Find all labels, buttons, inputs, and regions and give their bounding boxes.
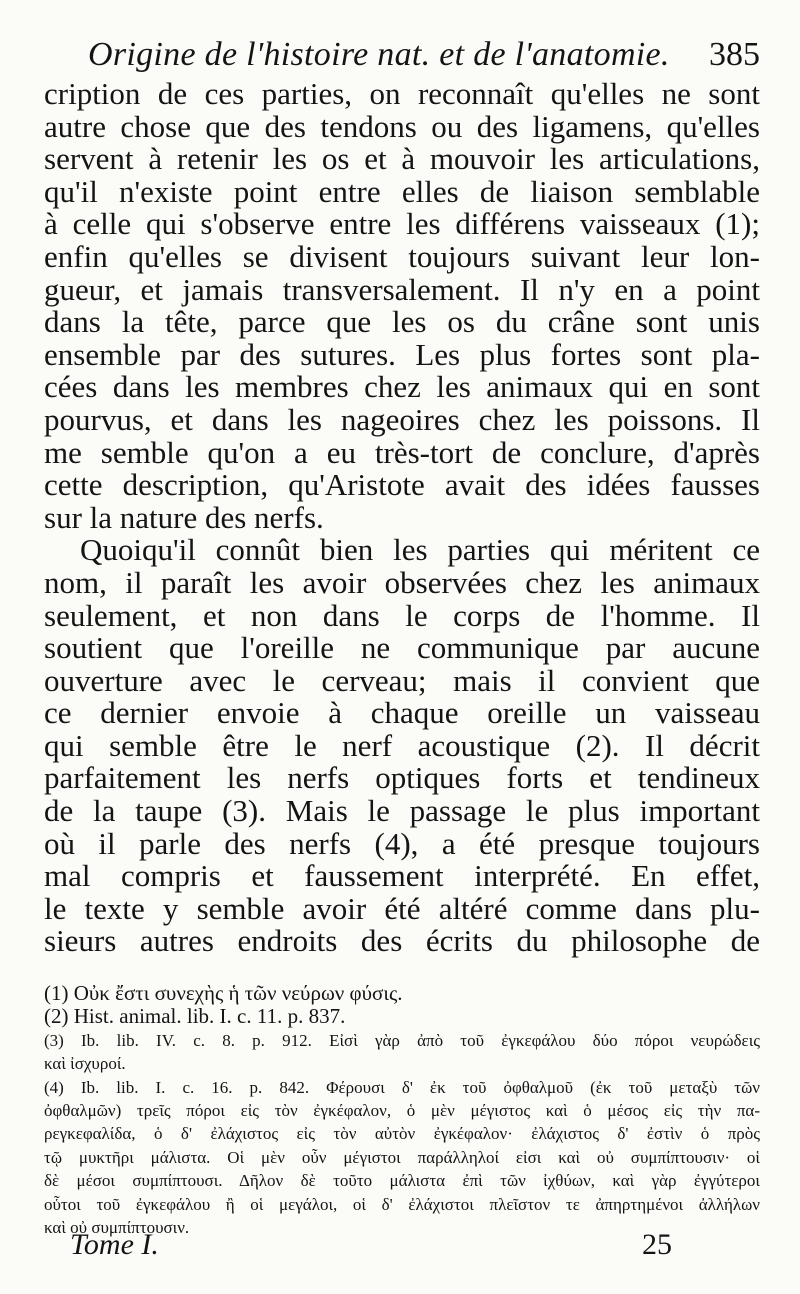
text-line: sur la nature des nerfs. [44,499,324,535]
text-line: me semble qu'on a eu très-tort de conclure, d'après [44,434,760,470]
text-line: ensemble par des sutures. Les plus fortes sont pla- [44,336,760,372]
text-line: cription de ces parties, on reconnaît qu'elles ne sont [44,76,760,111]
running-title: Origine de l'histoire nat. et de l'anatomie. [88,36,670,73]
text-line: qu'il n'existe point entre elles de liaison semblable [44,173,760,209]
text-line: qui semble être le nerf acoustique (2). Il décrit [44,727,760,763]
text-line: ce dernier envoie à chaque oreille un vaisseau [44,695,760,731]
text-line: dans la tête, parce que les os du crâne sont unis [44,304,760,340]
footnote-line: (3) Ib. lib. IV. c. 8. p. 912. Εἰσὶ γὰρ ἀπὸ τοῦ ἐγκεφάλου δύο πόροι νευρώδεις [44,1030,760,1050]
footnote-line: (1) Οὐκ ἔστι συνεχὴς ἡ τῶν νεύρων φύσις. [44,982,403,1005]
footnote-line: ρεγκεφαλίδα, ὁ δ' ἐλάχιστος εἰς τὸν αὐτὸν ἐγκέφαλον· ἐλάχιστος δ' ἐστὶν ὁ πρὸς [44,1124,760,1144]
page-footer [70,1228,672,1264]
text-line: pourvus, et dans les nageoires chez les poissons. Il [44,401,760,437]
text-line: mal compris et faussement interprété. En effet, [44,858,760,894]
text-line: le texte y semble avoir été altéré comme dans plu- [44,890,760,926]
footnote-line: δὲ μέσοι συμπίπτουσι. Δῆλον δὲ τοῦτο μάλιστα ἐπὶ τῶν ἰχθύων, καὶ γὰρ ἐγγύτεροι [44,1171,760,1191]
text-line: gueur, et jamais transversalement. Il n'y en a point [44,271,760,307]
running-header [88,30,760,76]
text-line: à celle qui s'observe entre les différens vaisseaux (1); [44,206,760,242]
text-line: où il parle des nerfs (4), a été presque toujours [44,825,760,861]
text-line: cées dans les membres chez les animaux qui en sont [44,369,760,405]
footnote-line: οὗτοι τοῦ ἐγκεφάλου ἢ οἱ μεγάλοι, οἱ δ' ἐλάχιστοι πλεῖστον τε ἀπηρτημένοι ἀλλήλων [44,1194,760,1214]
footnote-line: καὶ ἰσχυροί. [44,1054,126,1074]
footnote-line: (2) Hist. animal. lib. I. c. 11. p. 837. [44,1005,346,1029]
text-line: autre chose que des tendons ou des ligamens, qu'elles [44,108,760,144]
text-line: ouverture avec le cerveau; mais il convient que [44,662,760,698]
footnote-line: ὀφθαλμῶν) τρεῖς πόροι εἰς τὸν ἐγκέφαλον, ὁ μὲν μέγιστος καὶ ὁ μέσος εἰς τὴν πα- [44,1100,760,1120]
page-number: 385 [709,36,760,73]
text-line: Quoiqu'il connût bien les parties qui méritent ce [80,532,760,568]
text-line: sieurs autres endroits des écrits du philosophe de [44,923,760,959]
text-line: cette description, qu'Aristote avait des idées fausses [44,467,760,503]
text-line: parfaitement les nerfs optiques forts et tendineux [44,760,760,796]
text-line: servent à retenir les os et à mouvoir les articulations, [44,141,760,177]
main-text [44,78,760,958]
text-line: nom, il paraît les avoir observées chez les animaux [44,564,760,600]
text-line: seulement, et non dans le corps de l'homme. Il [44,597,760,633]
volume-label: Tome I. [70,1228,159,1261]
footnotes [44,982,760,1239]
footnote-line: καὶ οὐ συμπίπτουσιν. [44,1217,190,1237]
signature-mark: 25 [642,1228,672,1261]
footnote-line: τῷ μυκτῆρι μάλιστα. Οἱ μὲν οὖν μέγιστοι παράλληλοί εἰσι καὶ οὐ συμπίπτουσιν· οἱ [44,1147,760,1167]
text-line: soutient que l'oreille ne communique par aucune [44,630,760,666]
text-line: de la taupe (3). Mais le passage le plus important [44,793,760,829]
text-line: enfin qu'elles se divisent toujours suivant leur lon- [44,238,760,274]
footnote-line: (4) Ib. lib. I. c. 16. p. 842. Φέρουσι δ' ἐκ τοῦ ὀφθαλμοῦ (ἐκ τοῦ μεταξὺ τῶν [44,1077,760,1097]
